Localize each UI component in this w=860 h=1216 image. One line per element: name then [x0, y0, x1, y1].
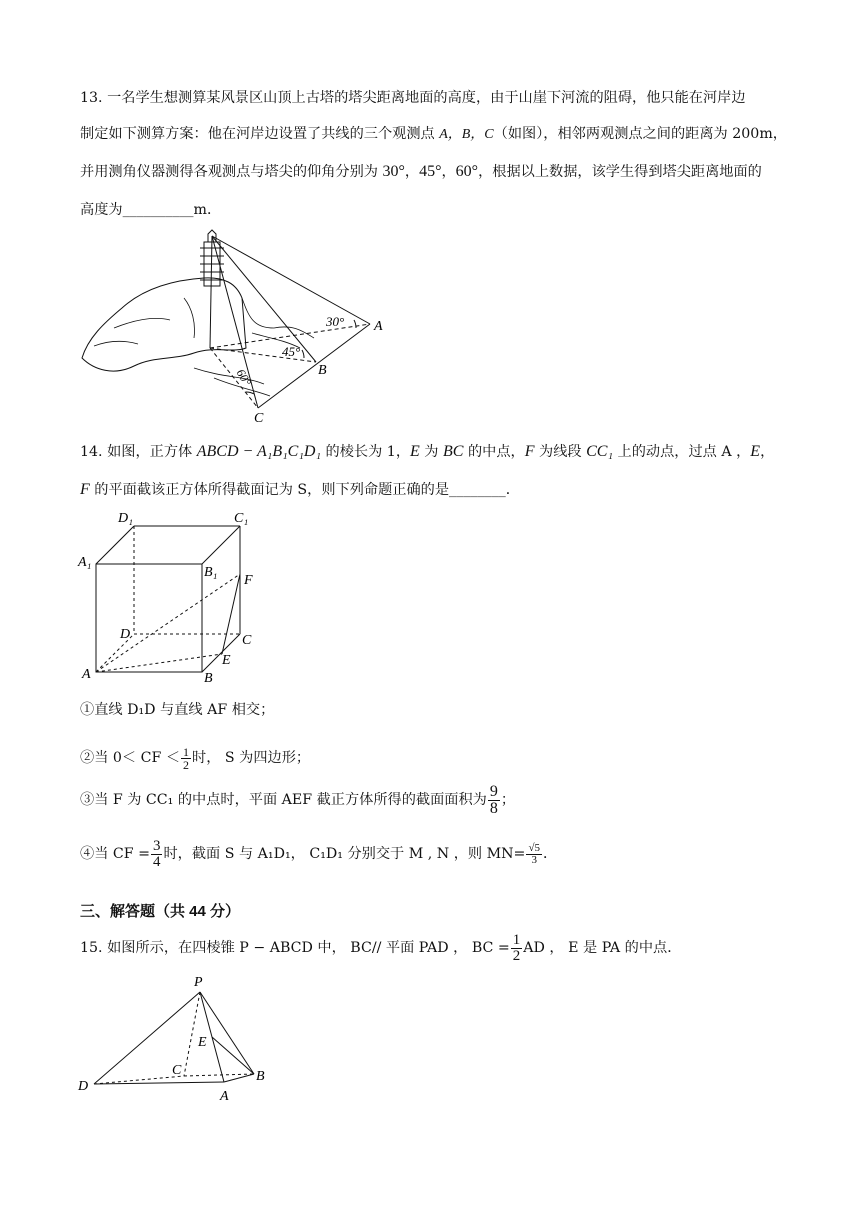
- label-F: F: [244, 573, 253, 588]
- q13-line3-b: ，根据以上数据，该学生得到塔尖距离地面的: [478, 164, 762, 180]
- q15-line: [80, 930, 681, 966]
- label-B: B: [204, 671, 213, 686]
- opt3-fraction: $\frac{9}{8}$: [489, 782, 498, 817]
- opt3-b: ；: [500, 792, 516, 808]
- label-C: C: [242, 633, 252, 648]
- q15-a: 15. 如图所示，在四棱锥 P − ABCD 中， BC// 平面 PAD ， BC =: [80, 940, 510, 956]
- q14-l1-b: 的棱长为 1，: [321, 444, 411, 460]
- q14-F2: F: [80, 481, 90, 498]
- q14-l1-f: 上的动点，过点 A ，: [613, 444, 751, 460]
- q13-line2: [80, 124, 787, 145]
- point-A: A: [374, 319, 383, 334]
- label-C: C: [172, 1063, 182, 1078]
- opt4-b: 时，截面 S 与 A₁D₁， C₁D₁ 分别交于 M , N ，则 MN=: [163, 846, 526, 862]
- opt4-c: ．: [542, 846, 558, 862]
- q14-E: E: [410, 443, 420, 460]
- opt2-fraction: $\frac{1}{2}$: [183, 744, 190, 772]
- label-C1: C₁: [234, 511, 249, 526]
- q14-l1-a: 14. 如图，正方体: [80, 444, 197, 460]
- q15-fraction: $\frac{1}{2}$: [512, 931, 521, 964]
- angle-45: 45°: [419, 163, 442, 180]
- q14-line1: [80, 442, 774, 462]
- opt2-a: ②当 0＜ CF ＜: [80, 750, 181, 766]
- q14-option-4: [80, 836, 557, 872]
- point-B: B: [318, 363, 327, 378]
- opt3-a: ③当 F 为 CC₁ 的中点时，平面 AEF 截正方体所得的截面面积为: [80, 792, 487, 808]
- q14-BC: BC: [443, 443, 464, 460]
- q15-b: AD ， E 是 PA 的中点．: [523, 940, 682, 956]
- q14-F: F: [524, 443, 535, 460]
- q14-option-2: [80, 742, 310, 774]
- label-D: D: [78, 1079, 89, 1094]
- label-45: 45°: [282, 344, 301, 359]
- q14-line2: [80, 480, 520, 500]
- cube-name: ABCD − A₁B₁C₁D₁: [196, 443, 322, 460]
- opt4-fraction: $\frac{3}{4}$: [152, 837, 161, 870]
- label-D1: D₁: [118, 511, 133, 526]
- q14-l1-e: 为线段: [534, 444, 587, 460]
- q13-line1: 13. 一名学生想测算某风景区山顶上古塔的塔尖距离地面的高度，由于山崖下河流的阻碍，他只能在河岸边: [80, 90, 746, 106]
- angle-30: 30°: [382, 163, 405, 180]
- label-A: A: [220, 1089, 229, 1104]
- label-P: P: [194, 975, 203, 990]
- q14-l1-c: 为: [419, 444, 444, 460]
- q13-line2-b: （如图），相邻两观测点之间的距离为 200m，: [493, 126, 787, 142]
- label-B1: B₁: [204, 565, 218, 580]
- opt4-fraction-2: $\frac{√5}{3}$: [528, 841, 540, 866]
- q13-line2-a: 制定如下测算方案：他在河岸边设置了共线的三个观测点: [80, 126, 440, 142]
- label-A1: A₁: [78, 555, 92, 570]
- q13-line4: 高度为__________m．: [80, 202, 222, 218]
- angle-60: 60°: [455, 163, 479, 180]
- q14-l1-g: ，: [760, 444, 775, 460]
- label-B: B: [256, 1069, 265, 1084]
- label-E: E: [222, 653, 231, 668]
- label-D: D: [120, 627, 131, 642]
- label-E: E: [198, 1035, 207, 1050]
- point-C: C: [254, 411, 264, 426]
- q14-E2: E: [750, 443, 761, 460]
- q14-CC1: CC₁: [586, 443, 614, 460]
- section-heading: 三、解答题（共 44 分）: [80, 903, 241, 920]
- q13-points: A，B，C: [439, 127, 494, 142]
- label-60: 60°: [233, 366, 255, 389]
- label-30: 30°: [326, 314, 345, 329]
- q13-figure: [74, 228, 394, 428]
- q14-cube-figure: [76, 508, 276, 688]
- q15-pyramid-figure: [74, 968, 274, 1104]
- q13-line3: 并用测角仪器测得各观测点与塔尖的仰角分别为 30°，45°，60°，根据以上数据，该学生得到塔尖距离地面的: [80, 163, 762, 180]
- q14-option-1: ①直线 D₁D 与直线 AF 相交；: [80, 702, 275, 718]
- opt4-a: ④当 CF =: [80, 846, 150, 862]
- label-A: A: [82, 667, 91, 682]
- q13-line3-a: 并用测角仪器测得各观测点与塔尖的仰角分别为: [80, 164, 383, 180]
- q14-l1-d: 的中点，: [463, 444, 525, 460]
- opt2-b: 时， S 为四边形；: [192, 750, 311, 766]
- q14-option-3: [80, 782, 515, 818]
- q14-l2-b: 的平面截该正方体所得截面记为 S，则下列命题正确的是________．: [89, 482, 520, 498]
